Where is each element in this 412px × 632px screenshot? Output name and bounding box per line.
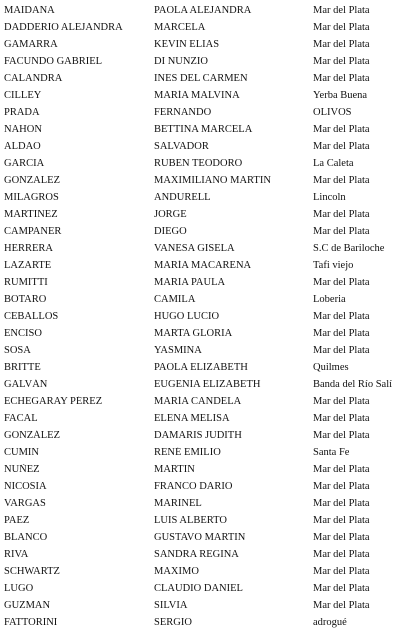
table-row xyxy=(0,138,412,155)
first-name-cell: PAOLA ALEJANDRA xyxy=(154,5,252,16)
city-cell: Quilmes xyxy=(313,362,349,373)
surname-cell: PRADA xyxy=(4,107,40,118)
table-row xyxy=(0,189,412,206)
surname-cell: CUMIN xyxy=(4,447,40,458)
first-name-cell: MAXIMILIANO MARTIN xyxy=(154,175,271,186)
surname-cell: CALANDRA xyxy=(4,73,63,84)
city-cell: Mar del Plata xyxy=(313,124,370,135)
surname-cell: MAIDANA xyxy=(4,5,55,16)
first-name-cell: FRANCO DARIO xyxy=(154,481,233,492)
first-name-cell: MARÍA MACARENA xyxy=(154,260,252,271)
surname-cell: MILAGROS xyxy=(4,192,59,203)
surname-cell: FACUNDO GABRIEL xyxy=(4,56,103,67)
city-cell: Mar del Plata xyxy=(313,498,370,509)
table-row xyxy=(0,87,412,104)
first-name-cell: SILVIA xyxy=(154,600,188,611)
first-name-cell: VANESA GISELA xyxy=(154,243,235,254)
first-name-cell: YASMINA xyxy=(154,345,202,356)
table-row xyxy=(0,19,412,36)
city-cell: Mar del Plata xyxy=(313,583,370,594)
city-cell: Mar del Plata xyxy=(313,464,370,475)
surname-cell: BOTARO xyxy=(4,294,47,305)
city-cell: Mar del Plata xyxy=(313,566,370,577)
surname-cell: ENCISO xyxy=(4,328,42,339)
table-row xyxy=(0,478,412,495)
first-name-cell: MARTA GLORIA xyxy=(154,328,233,339)
surname-cell: ALDAO xyxy=(4,141,41,152)
surname-cell: RIVA xyxy=(4,549,29,560)
surname-cell: ECHEGARAY PÉREZ xyxy=(4,396,103,407)
table-row xyxy=(0,274,412,291)
city-cell: La Caleta xyxy=(313,158,354,169)
table-row xyxy=(0,342,412,359)
city-cell: Mar del Plata xyxy=(313,532,370,543)
table-row xyxy=(0,291,412,308)
table-row xyxy=(0,461,412,478)
first-name-cell: ANDURELL xyxy=(154,192,211,203)
table-row xyxy=(0,376,412,393)
table-row xyxy=(0,325,412,342)
city-cell: Mar del Plata xyxy=(313,56,370,67)
surname-cell: SOSA xyxy=(4,345,31,356)
surname-cell: FACAL xyxy=(4,413,38,424)
table-row xyxy=(0,580,412,597)
city-cell: Mar del Plata xyxy=(313,328,370,339)
first-name-cell: BETTINA MARCELA xyxy=(154,124,253,135)
city-cell: Mar del Plata xyxy=(313,39,370,50)
surname-cell: HERRERA xyxy=(4,243,54,254)
surname-cell: NICOSIA xyxy=(4,481,47,492)
city-cell: Mar del Plata xyxy=(313,311,370,322)
surname-cell: SCHWARTZ xyxy=(4,566,60,577)
table-row xyxy=(0,529,412,546)
city-cell: Mar del Plata xyxy=(313,73,370,84)
surname-cell: FATTORINI xyxy=(4,617,58,628)
table-row xyxy=(0,172,412,189)
first-name-cell: MARIA PAULA xyxy=(154,277,226,288)
table-row xyxy=(0,104,412,121)
city-cell: Mar del Plata xyxy=(313,277,370,288)
surname-cell: MARTINEZ xyxy=(4,209,58,220)
city-cell: Mar del Plata xyxy=(313,141,370,152)
city-cell: S.C de Bariloche xyxy=(313,243,385,254)
surname-cell: CAMPANER xyxy=(4,226,62,237)
surname-cell: PAEZ xyxy=(4,515,30,526)
first-name-cell: CAMILA xyxy=(154,294,196,305)
surname-cell: LUGO xyxy=(4,583,34,594)
table-row xyxy=(0,410,412,427)
city-cell: OLIVOS xyxy=(313,107,352,118)
city-cell: Loberia xyxy=(313,294,346,305)
table-row xyxy=(0,36,412,53)
first-name-cell: DIEGO xyxy=(154,226,187,237)
city-cell: Santa Fe xyxy=(313,447,350,458)
table-row xyxy=(0,2,412,19)
surname-cell: BLANCO xyxy=(4,532,48,543)
table-row xyxy=(0,206,412,223)
city-cell: Mar del Plata xyxy=(313,515,370,526)
city-cell: Mar del Plata xyxy=(313,22,370,33)
surname-cell: NAHON xyxy=(4,124,42,135)
table-row xyxy=(0,546,412,563)
first-name-cell: MARÍA MALVINA xyxy=(154,90,240,101)
first-name-cell: SALVADOR xyxy=(154,141,209,152)
first-name-cell: ELENA MELISA xyxy=(154,413,230,424)
table-row xyxy=(0,563,412,580)
table-row xyxy=(0,121,412,138)
city-cell: Mar del Plata xyxy=(313,481,370,492)
first-name-cell: MARÍA CANDELA xyxy=(154,396,242,407)
first-name-cell: RUBEN TEODORO xyxy=(154,158,243,169)
surname-cell: NUÑEZ xyxy=(4,464,40,475)
city-cell: Mar del Plata xyxy=(313,5,370,16)
first-name-cell: DI NUNZIO xyxy=(154,56,208,67)
surname-cell: RUMITTI xyxy=(4,277,48,288)
names-table xyxy=(0,2,412,631)
surname-cell: LAZARTE xyxy=(4,260,52,271)
first-name-cell: HUGO LUCIO xyxy=(154,311,220,322)
first-name-cell: MARINEL xyxy=(154,498,202,509)
first-name-cell: DAMARIS JUDITH xyxy=(154,430,242,441)
surname-cell: GALVÁN xyxy=(4,379,48,390)
city-cell: Mar del Plata xyxy=(313,345,370,356)
first-name-cell: CLAUDIO DANIEL xyxy=(154,583,243,594)
first-name-cell: FERNANDO xyxy=(154,107,212,118)
table-row xyxy=(0,597,412,614)
surname-cell: CILLEY xyxy=(4,90,42,101)
first-name-cell: LUIS ALBERTO xyxy=(154,515,227,526)
table-row xyxy=(0,359,412,376)
first-name-cell: JORGE xyxy=(154,209,187,220)
surname-cell: GAMARRA xyxy=(4,39,58,50)
city-cell: Tafi viejo xyxy=(313,260,354,271)
surname-cell: GONZÁLEZ xyxy=(4,430,60,441)
table-row xyxy=(0,70,412,87)
table-row xyxy=(0,53,412,70)
city-cell: Mar del Plata xyxy=(313,413,370,424)
first-name-cell: GUSTAVO MARTIN xyxy=(154,532,246,543)
city-cell: Yerba Buena xyxy=(313,90,368,101)
city-cell: Banda del Río Salí xyxy=(313,379,393,390)
surname-cell: BRITTE xyxy=(4,362,41,373)
first-name-cell: MAXIMO xyxy=(154,566,199,577)
table-row xyxy=(0,223,412,240)
table-row xyxy=(0,155,412,172)
city-cell: adrogué xyxy=(313,617,347,628)
table-row xyxy=(0,240,412,257)
first-name-cell: KEVIN ELIAS xyxy=(154,39,220,50)
city-cell: Mar del Plata xyxy=(313,430,370,441)
city-cell: Mar del Plata xyxy=(313,549,370,560)
table-row xyxy=(0,614,412,631)
city-cell: Mar del Plata xyxy=(313,226,370,237)
table-row xyxy=(0,427,412,444)
table-row xyxy=(0,308,412,325)
city-cell: Lincoln xyxy=(313,192,346,203)
first-name-cell: MARTIN xyxy=(154,464,195,475)
first-name-cell: MARCELA xyxy=(154,22,206,33)
surname-cell: CEBALLOS xyxy=(4,311,59,322)
table-row xyxy=(0,512,412,529)
city-cell: Mar del Plata xyxy=(313,600,370,611)
first-name-cell: SERGIO xyxy=(154,617,192,628)
table-row xyxy=(0,393,412,410)
city-cell: Mar del Plata xyxy=(313,209,370,220)
first-name-cell: EUGENIA ELIZABETH xyxy=(154,379,261,390)
surname-cell: VARGAS xyxy=(4,498,46,509)
first-name-cell: RENÉ EMILIO xyxy=(154,447,221,458)
surname-cell: GONZALEZ xyxy=(4,175,60,186)
city-cell: Mar del Plata xyxy=(313,175,370,186)
table-row xyxy=(0,444,412,461)
first-name-cell: PAOLA ELIZABETH xyxy=(154,362,248,373)
table-row xyxy=(0,257,412,274)
surname-cell: DADDERIO ALEJANDRA xyxy=(4,22,123,33)
table-row xyxy=(0,495,412,512)
surname-cell: GUZMAN xyxy=(4,600,51,611)
first-name-cell: INES DEL CARMEN xyxy=(154,73,248,84)
city-cell: Mar del Plata xyxy=(313,396,370,407)
surname-cell: GARCIA xyxy=(4,158,45,169)
first-name-cell: SANDRA REGINA xyxy=(154,549,239,560)
